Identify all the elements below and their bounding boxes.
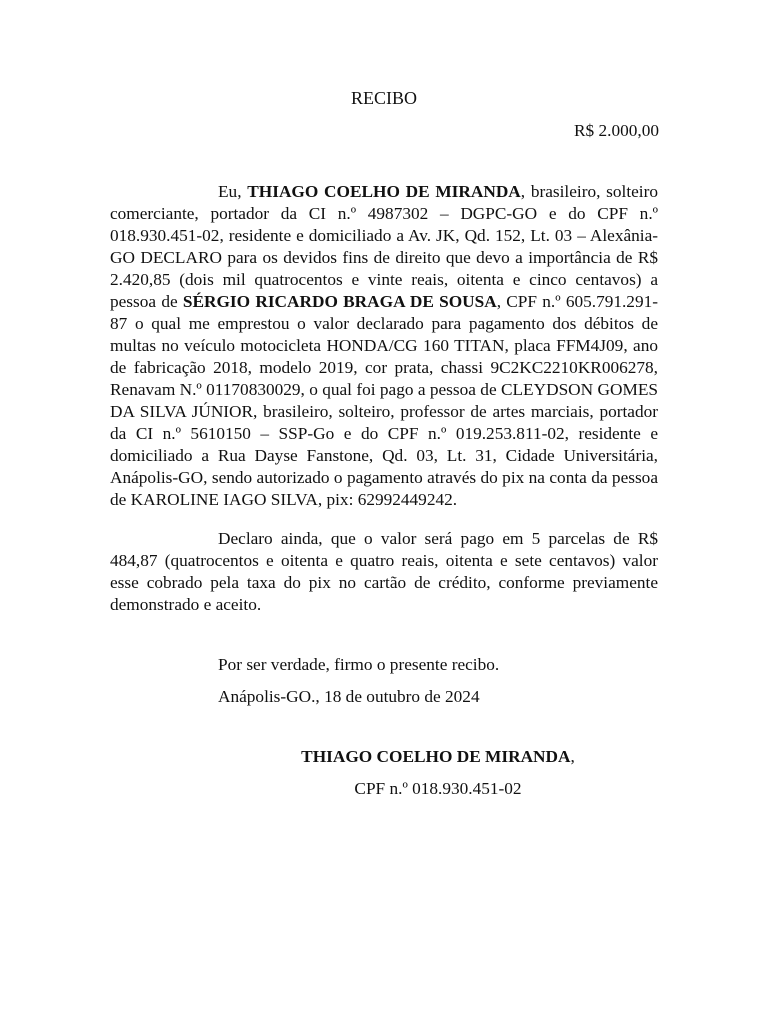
installments-paragraph: Declaro ainda, que o valor será pago em 5 parcelas de R$ 484,87 (quatrocentos e oitenta e quatro reais, oitenta e sete centavos) valor esse cobrado pela taxa do pix no cartão de crédito, conforme previamente demonstrado e aceito.	[110, 529, 658, 614]
declaration-text-start: Eu,	[218, 182, 248, 201]
document-title: RECIBO	[350, 88, 417, 108]
signature-block	[0, 746, 768, 768]
signature-comma: ,	[570, 747, 575, 766]
closing-statement: Por ser verdade, firmo o presente recibo.	[218, 655, 500, 674]
declaration-paragraph	[110, 181, 658, 511]
place-date: Anápolis-GO., 18 de outubro de 2024	[218, 687, 480, 706]
signature-name: THIAGO COELHO DE MIRANDA	[301, 747, 571, 766]
declaration-text-middle: , brasileiro, solteiro comerciante, portador da CI n.º 4987302 – DGPC-GO e do CPF n.º 018.930.451-02, residente e domiciliado a Av. JK, Qd. 152, Lt. 03 – Alexânia-GO DECLARO para os devidos fins de direito que devo a importância de R$ 2.420,85 (dois mil quatrocentos e vinte reais, oitenta e cinco centavos) a pessoa de	[110, 182, 658, 311]
creditor-name: SÉRGIO RICARDO BRAGA DE SOUSA	[182, 292, 497, 311]
receipt-amount: R$ 2.000,00	[574, 121, 659, 140]
signature-cpf: CPF n.º 018.930.451-02	[354, 779, 522, 798]
declarant-name: THIAGO COELHO DE MIRANDA	[247, 182, 521, 201]
declaration-text-end: , CPF n.º 605.791.291-87 o qual me emprestou o valor declarado para pagamento dos débitos de multas no veículo motocicleta HONDA/CG 160 TITAN, placa FFM4J09, ano de fabricação 2018, modelo 2019, cor prata, chassi 9C2KC2210KR006278, Renavam N.º 01170830029, o qual foi pago a pessoa de CLEYDSON GOMES DA SILVA JÚNIOR, brasileiro, solteiro, professor de artes marciais, portador da CI n.º 5610150 – SSP-Go e do CPF n.º 019.253.811-02, residente e domiciliado a Rua Dayse Fanstone, Qd. 03, Lt. 31, Cidade Universitária, Anápolis-GO, sendo autorizado o pagamento através do pix na conta da pessoa de KAROLINE IAGO SILVA, pix: 62992449242.	[110, 292, 658, 509]
